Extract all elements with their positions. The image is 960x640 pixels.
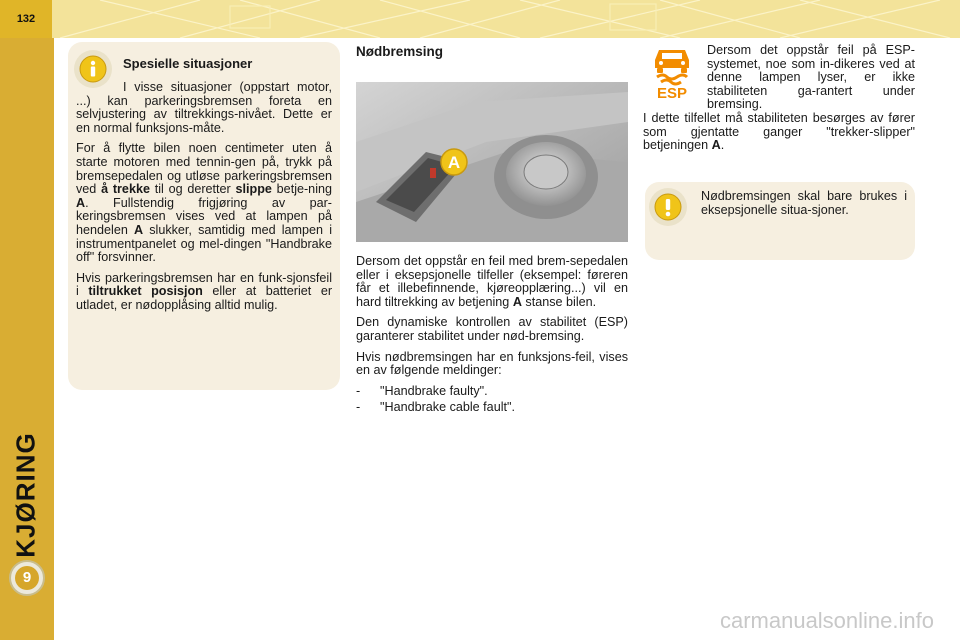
right-text-column <box>643 112 915 160</box>
info-paragraph-2: For å flytte bilen noen centimeter uten å starte motoren med tennin-gen på, trykk på bremsepedalen og utløse parkeringsbremsen ved å trekke til og deretter slippe betje-ning A. Fullstendig frigjøring av par-keringsbremsen vises ved at lampen på hendelen A slukker, samtidig med lampen i instrumentpanelet og mel-dingen "Handbrake off" forsvinner. <box>76 141 333 265</box>
section-label-text: KJØRING <box>10 432 41 558</box>
info-note-box <box>68 42 340 390</box>
middle-paragraph-3: Hvis nødbremsingen har en funksjons-feil, vises en av følgende meldinger: <box>356 349 628 378</box>
photo-callout-label: A <box>447 153 461 172</box>
warning-icon <box>649 188 687 226</box>
section-label <box>4 430 48 560</box>
handbrake-photo <box>356 82 628 242</box>
header-pattern <box>0 0 960 38</box>
watermark: carmanualsonline.info <box>719 608 934 633</box>
info-paragraph-1: I visse situasjoner (oppstart motor, ...) kan parkeringsbremsen foreta en selvjustering av tiltrekkings-nivået. Dette er en normal funksjons-måte. <box>76 80 332 135</box>
list-item: - "Handbrake cable fault". <box>356 400 515 415</box>
section-heading: Nødbremsing <box>356 44 444 59</box>
chapter-number: 9 <box>15 566 39 590</box>
info-paragraph-3: Hvis parkeringsbremsen har en funk-sjonsfeil i tiltrukket posisjon eller at batteriet er utladet, er nødopplåsing alltid mulig. <box>76 270 333 312</box>
header-band <box>0 0 960 38</box>
chapter-badge <box>9 560 45 596</box>
esp-icon-label: ESP <box>656 85 688 100</box>
right-intro-text <box>707 44 915 119</box>
middle-paragraph-1: Dersom det oppstår en feil med brem-sepedalen eller i eksepsjonelle tilfeller (eksempel: føreren får et illebefinnende, kjøreopplæring...) vil en hard tiltrekking av betjening A stanse bilen. <box>356 254 628 309</box>
right-paragraph-2: I dette tilfellet må stabiliteten besørges av fører som gjentatte ganger "trekker-slipper" betjeningen A. <box>643 111 915 153</box>
page-number: 132 <box>0 0 52 38</box>
esp-warning-icon <box>651 44 693 100</box>
list-item: - "Handbrake faulty". <box>356 383 488 398</box>
middle-paragraph-2: Den dynamiske kontrollen av stabilitet (ESP) garanterer stabilitet under nød-bremsing. <box>356 315 628 343</box>
info-icon <box>74 50 112 88</box>
warning-note-box <box>645 182 915 260</box>
fault-message-list <box>356 385 628 415</box>
warning-text: Nødbremsingen skal bare brukes i eksepsjonelle situa-sjoner. <box>701 189 907 217</box>
right-paragraph-1: Dersom det oppstår feil på ESP-systemet, noe som in-dikeres ved at denne lampen lyser, er ikke stabiliteten ga-rantert under bremsing. <box>707 43 915 112</box>
info-box-title: Spesielle situasjoner <box>123 56 253 71</box>
middle-text-column <box>356 255 628 418</box>
